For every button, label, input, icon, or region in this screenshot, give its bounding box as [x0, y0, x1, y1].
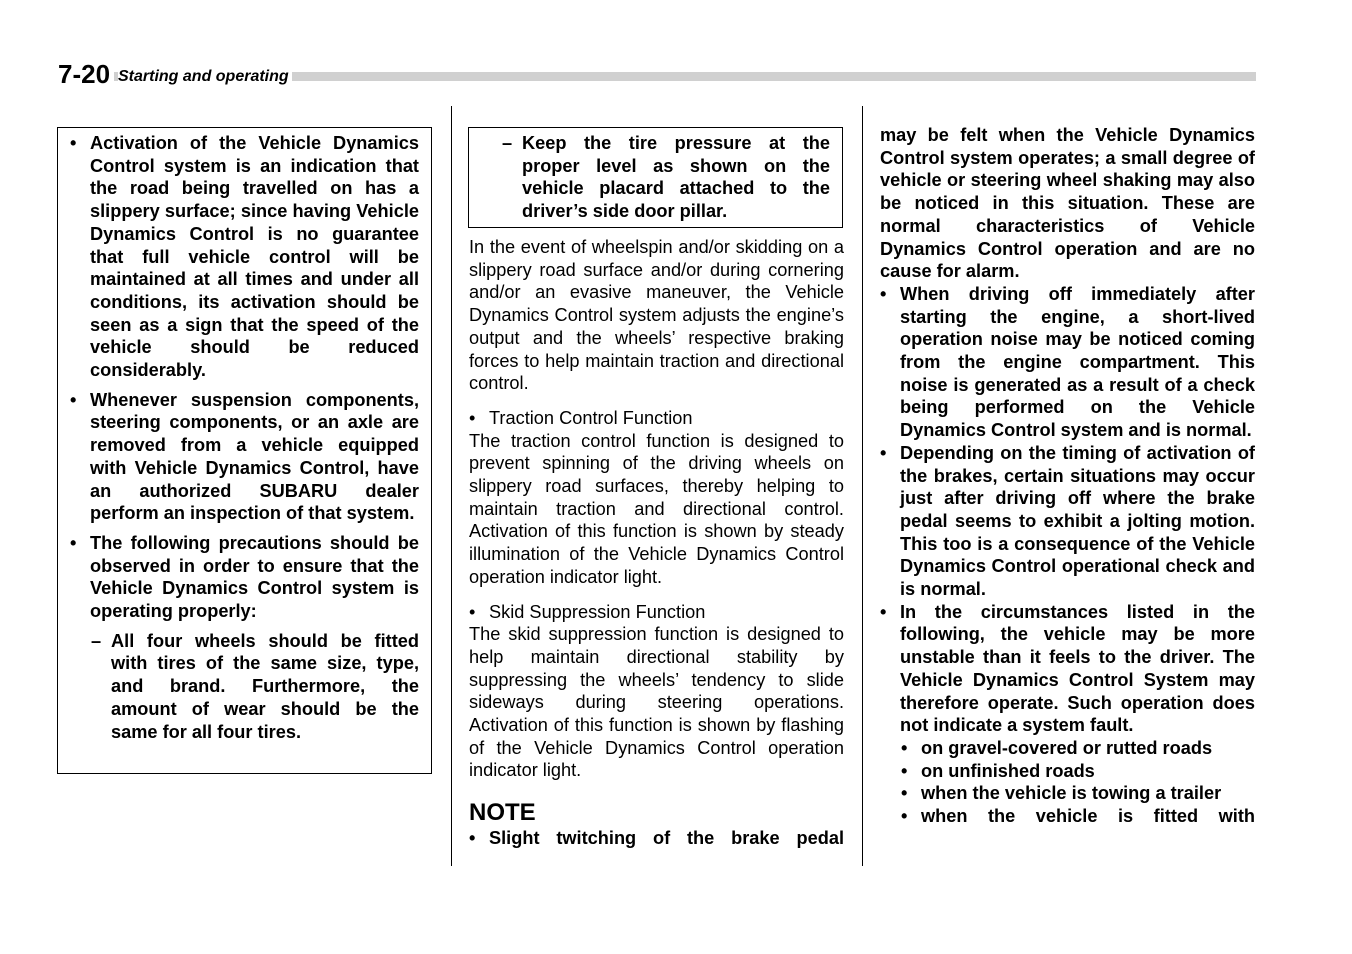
condition-subitem — [880, 737, 1255, 760]
note-item — [880, 442, 1255, 601]
skid-heading-text: Skid Suppression Function — [489, 601, 706, 622]
note-item-text: Depending on the timing of activation of the brakes, certain situations may occur just after driving off where the brake pedal seems to exhibit a jolting motion. This too is a consequence of the Vehicle Dynamics Control operational check and is normal. — [900, 442, 1255, 600]
condition-subitem-text: when the vehicle is towing a trailer — [921, 783, 1222, 804]
caution-subitem-text: Keep the tire pressure at the proper level as shown on the vehicle placard attached to the driver’s side door pillar. — [522, 133, 830, 222]
dash-icon: – — [91, 630, 102, 651]
caution-subitem — [481, 132, 830, 223]
condition-subitem — [880, 782, 1255, 805]
caution-box-continued — [468, 127, 843, 228]
bullet-icon: • — [901, 760, 908, 781]
note-item-text: In the circumstances listed in the following, the vehicle may be more unstable than it feels to the driver. The Vehicle Dynamics Control System may therefore operate. Such operation does not indicate a system fault. — [900, 601, 1255, 736]
note-item-text: When driving off immediately after starting the engine, a short-lived operation noise may be noticed coming from the engine compartment. This noise is generated as a result of a check being performed on the Vehicle Dynamics Control system and is normal. — [900, 283, 1255, 441]
caution-item — [70, 389, 419, 525]
skid-heading — [469, 601, 844, 624]
body-column-3 — [880, 124, 1255, 828]
bullet-icon: • — [469, 407, 476, 428]
section-title: Starting and operating — [118, 67, 292, 87]
caution-subitem-text: All four wheels should be fitted with tires of the same size, type, and brand. Furthermore, the amount of wear should be the same for all four tires. — [111, 630, 419, 742]
condition-subitem-text: on gravel-covered or rutted roads — [921, 737, 1213, 758]
caution-item-text: Activation of the Vehicle Dynamics Control system is an indication that the road being travelled on has a slippery surface; since having Vehicle Dynamics Control is no guarantee that full vehicle control will be maintained at all times and under all conditions, its activation should be seen as a sign that the speed of the vehicle should be reduced considerably. — [90, 133, 419, 381]
note-item — [880, 283, 1255, 442]
bullet-icon: • — [70, 389, 77, 410]
condition-subitem — [880, 805, 1255, 828]
column-divider-1 — [451, 106, 452, 866]
condition-subitem-text: on unfinished roads — [921, 760, 1095, 781]
traction-heading-text: Traction Control Function — [489, 407, 693, 428]
bullet-icon: • — [880, 283, 887, 304]
bullet-icon: • — [880, 601, 887, 622]
caution-item — [70, 132, 419, 382]
note-heading: NOTE — [469, 799, 536, 827]
bullet-icon: • — [901, 783, 908, 804]
bullet-icon: • — [901, 737, 908, 758]
condition-subitem-text: when the vehicle is fitted with — [921, 806, 1255, 827]
bullet-icon: • — [901, 806, 908, 827]
caution-subitem — [70, 630, 419, 744]
bullet-icon: • — [469, 828, 476, 849]
column-divider-2 — [862, 106, 863, 866]
note-item — [469, 827, 844, 850]
caution-box — [57, 127, 432, 774]
page-number: 7-20 — [58, 59, 114, 89]
skid-paragraph: The skid suppression function is designed to help maintain directional stability by suppressing the wheels’ tendency to slide sideways during steering operations. Activation of this function is shown by flashing of the Vehicle Dynamics Control operation indicator light. — [469, 624, 844, 781]
condition-subitem — [880, 760, 1255, 783]
caution-item-text: The following precautions should be observed in order to ensure that the Vehicle Dynamics Control system is operating properly: — [90, 532, 419, 622]
intro-paragraph: In the event of wheelspin and/or skidding on a slippery road surface and/or during cornering and/or an evasive maneuver, the Vehicle Dynamics Control system adjusts the engine’s output and the wheels’ respective braking forces to help maintain traction and directional control. — [469, 237, 844, 394]
bullet-icon: • — [469, 601, 476, 622]
caution-item — [70, 532, 419, 623]
bullet-icon: • — [70, 532, 77, 553]
note-item-text: Slight twitching of the brake pedal — [489, 828, 844, 849]
note-continuation: may be felt when the Vehicle Dynamics Control system operates; a small degree of vehicle or steering wheel shaking may also be noticed in this situation. These are normal characteristics of Vehicle Dynamics Control operation and are no cause for alarm. — [880, 125, 1255, 282]
body-column-2 — [469, 236, 844, 850]
caution-item-text: Whenever suspension components, steering components, or an axle are removed from a vehicle equipped with Vehicle Dynamics Control, have an authorized SUBARU dealer perform an inspection of that system. — [90, 389, 419, 524]
traction-paragraph: The traction control function is designed to prevent spinning of the driving wheels on slippery road surfaces, thereby helping to maintain traction and directional control. Activation of this function is shown by steady illumination of the Vehicle Dynamics Control operation indicator light. — [469, 430, 844, 587]
traction-heading — [469, 407, 844, 430]
dash-icon: – — [502, 133, 513, 153]
note-item — [880, 601, 1255, 737]
bullet-icon: • — [70, 133, 77, 153]
bullet-icon: • — [880, 442, 887, 463]
